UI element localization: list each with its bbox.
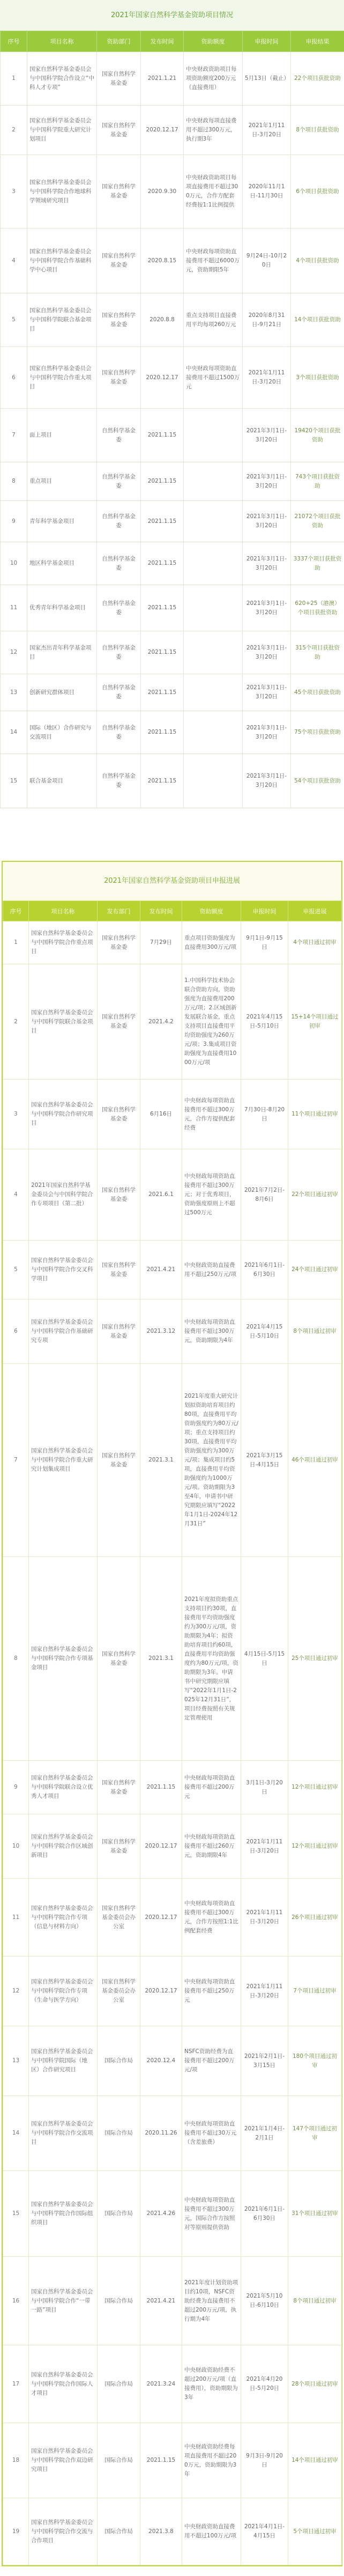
cell-project-name: 国家自然科学基金委员会与中国科学院合作双边研究项目 [29,2423,98,2498]
table-row [3,1241,342,1300]
cell-release-date: 2021.4.21 [140,1241,182,1300]
cell-department: 国家自然科学基金委 [98,964,140,1080]
cell-project-name: 青年科学基金项目 [27,501,97,542]
cell-funding-amount: 重点支持项目直接费用平均每项260万元 [184,293,243,347]
cell-application-period: 2021年3月1日-3月20日 [243,711,291,754]
table-row [1,347,344,409]
cell-index: 3 [1,155,27,228]
cell-department: 自然科学基金委 [97,674,141,711]
cell-index: 13 [1,674,27,711]
cell-department: 国家自然科学基金委 [97,52,141,106]
cell-application-period: 2021年4月15日-5月10日 [241,1300,288,1364]
cell-department: 自然科学基金委 [97,462,141,501]
cell-department: 国家自然科学基金委 [98,1557,140,1761]
cell-release-date: 2020.12.17 [141,347,184,409]
cell-status: 7个项目通过初审 [288,1957,342,2026]
cell-funding-amount: 中央财政每项资助直接费用不超过6000万元，资助期限5年 [184,228,243,293]
cell-application-period: 5月13日（截止） [243,52,291,106]
cell-department: 国家自然科学基金委 [97,106,141,155]
cell-funding-amount: 中央财政每项资助直接费用不超过260万元，资助期限4年 [182,1814,241,1879]
cell-index: 13 [3,2026,29,2096]
table-row [1,409,344,462]
cell-application-period: 2021年3月1日-3月20日 [243,674,291,711]
cell-funding-amount: 中央财政每项资助直接费用不超过300万元，国际合作方按照对等原则提供资助 [182,2171,241,2257]
cell-status: 54个项目获批资助 [291,754,344,808]
table-row [1,674,344,711]
cell-index: 1 [3,921,29,964]
cell-project-name: 国家自然科学基金委员会与中国科学院合作区域创新项目 [29,1814,98,1879]
cell-project-name: 创新研究群体项目 [27,674,97,711]
table-header-row [3,901,342,921]
table-row [1,754,344,808]
header-release-date: 发布时间 [141,31,184,52]
cell-department: 国家自然科学基金委员会办公室 [98,1957,140,2026]
cell-funding-amount: 重点项目资助强度为直接费用300万元/项 [182,921,241,964]
cell-status: 22个项目通过初审 [288,1149,342,1241]
cell-department: 国家自然科学基金委 [97,228,141,293]
cell-project-name: 国家自然科学基金委员会与中国科学院国际（地区）合作研究项目 [29,2026,98,2096]
table-row [3,2096,342,2171]
cell-project-name: 国家自然科学基金委员会与中国科学院合作重大研究计划集成项目 [29,1364,98,1557]
cell-application-period: 2021年5月10日-6月10日 [241,2257,288,2345]
cell-project-name: 国际（地区）合作研究与交流项目 [27,711,97,754]
cell-application-period: 2021年3月15日-4月15日 [241,1364,288,1557]
cell-project-name: 国家自然科学基金委员会与中国科学院合作基础研究专项 [29,1300,98,1364]
table-row [3,1364,342,1557]
cell-release-date: 2021.1.15 [140,1761,182,1814]
cell-department: 国家自然科学基金委 [97,347,141,409]
funded-projects-section [0,0,344,808]
cell-application-period: 2021年3月1日-3月20日 [243,409,291,462]
header-funding-amount: 资助额度 [184,31,243,52]
table-row [1,711,344,754]
cell-release-date: 2021.1.15 [141,674,184,711]
cell-status: 25个项目通过初审 [288,1557,342,1761]
cell-index: 14 [1,711,27,754]
table-row [1,462,344,501]
cell-funding-amount: 中央财政资助经费每项直接费用不超过200万元，资助期限为3年 [182,2423,241,2498]
cell-project-name: 国家自然科学基金委员会与中国科学院合作交流项目 [29,2096,98,2171]
table-row [1,52,344,106]
cell-status: 24个项目通过初审 [288,1241,342,1300]
table-row [3,964,342,1080]
cell-department: 国家自然科学基金委 [98,1300,140,1364]
cell-funding-amount [184,631,243,674]
cell-application-period: 2021年7月2日-8月6日 [241,1149,288,1241]
cell-status: 19420个项目获批资助 [291,409,344,462]
cell-release-date: 2021.4.2 [140,964,182,1080]
cell-application-period: 2021年1月4日-2月1日 [241,2096,288,2171]
cell-funding-amount: 2021年度重大研究计划拟资助培育项目约80项，直接费用平均资助强度约为80万元/项；重点支持项目约30项，直接费用平均资助强度约为300万元/项；集成项目约5项，直接费用平均资助强度约为1000万元/项。资助期限为3至4年，申请书中研究期限应填写“2022年1月1日-2024年12月31日” [182,1364,241,1557]
table-row [3,1080,342,1149]
cell-index: 6 [1,347,27,409]
header-project-name: 项目名称 [29,901,98,921]
cell-status: 3个项目获批资助 [291,347,344,409]
cell-status: 22个项目获批资助 [291,52,344,106]
table-row [1,155,344,228]
cell-release-date: 2021.4.21 [140,2257,182,2345]
cell-department: 自然科学基金委 [97,711,141,754]
table-row [3,2498,342,2565]
table-row [3,2423,342,2498]
header-release-date: 发布时间 [140,901,182,921]
cell-release-date: 2021.6.1 [140,1149,182,1241]
table-row [3,1149,342,1241]
cell-funding-amount: 中央财政每项资助直接费用不超过1500万元 [184,347,243,409]
cell-index: 12 [1,631,27,674]
cell-release-date: 2021.3.24 [140,2345,182,2423]
cell-application-period: 2021年3月1日-3月20日 [243,462,291,501]
cell-index: 7 [1,409,27,462]
cell-release-date: 6月16日 [140,1080,182,1149]
cell-index: 12 [3,1957,29,2026]
cell-application-period: 2021年6月1日-6月30日 [241,2171,288,2257]
cell-department: 国家自然科学基金委 [98,921,140,964]
cell-funding-amount: 2021年度计划资助项目约10项，NSFC资助经费为直接费用不超过200万元/项，执行期为4年 [182,2257,241,2345]
cell-department: 国际合作局 [98,2096,140,2171]
cell-funding-amount: 中央财政每项资助直接费用不超过200万元 [182,1761,241,1814]
cell-release-date: 2020.8.8 [141,293,184,347]
cell-application-period: 2021年2月1日-3月15日 [241,2026,288,2096]
cell-index: 4 [3,1149,29,1241]
cell-department: 国家自然科学基金委 [97,293,141,347]
cell-release-date: 2020.12.4 [140,2026,182,2096]
cell-release-date: 2021.1.15 [141,501,184,542]
cell-department: 国际合作局 [98,2423,140,2498]
cell-funding-amount: 中央财政资助直接费用不超过250万元/项 [182,1241,241,1300]
cell-project-name: 国家自然科学基金委员会与中国科学院合作交叉科学项目 [29,1241,98,1300]
cell-project-name: 国家自然科学基金委员会与中国科学院合作交流与合作项目 [29,2498,98,2565]
cell-department: 自然科学基金委 [97,754,141,808]
cell-status: 11个项目通过初审 [288,1080,342,1149]
cell-status: 6个项目获批资助 [291,155,344,228]
cell-release-date: 2021.1.15 [141,409,184,462]
cell-project-name: 国家自然科学基金委员会与中国科学院合作基础科学中心项目 [27,228,97,293]
cell-index: 11 [3,1879,29,1957]
cell-release-date: 7月29日 [140,921,182,964]
cell-index: 19 [3,2498,29,2565]
cell-department: 国际合作局 [98,2345,140,2423]
cell-status: 46个项目通过初审 [288,1364,342,1557]
cell-status: 147个项目通过初审 [288,2096,342,2171]
header-funding-amount: 资助额度 [182,901,241,921]
table-row [1,542,344,585]
cell-index: 1 [1,52,27,106]
cell-index: 7 [3,1364,29,1557]
cell-application-period: 2021年4月1日-4月15日 [241,2498,288,2565]
cell-application-period: 2021年4月15日-5月10日 [241,964,288,1080]
cell-funding-amount [184,462,243,501]
cell-release-date: 2020.8.15 [141,228,184,293]
cell-funding-amount: 中央财政资助经费不超过200万元/项（直接费用），资助期限为3年 [182,2345,241,2423]
cell-index: 4 [1,228,27,293]
cell-project-name: 国家自然科学基金委员会与中国科学院合作地球科学领域研究项目 [27,155,97,228]
table-row [3,2345,342,2423]
cell-funding-amount: 1.中国科学技术协会联合资助方向，资助强度为直接费用200万元/项；2.区域创新发展联合基金，重点支持项目直接费用平均资助强度为260万元/项；3.集成项目资助强度为直接费用1000万元/项 [182,964,241,1080]
cell-status: 3337个项目获批资助 [291,542,344,585]
table-row [1,631,344,674]
cell-status: 12个项目通过初审 [288,1814,342,1879]
cell-index: 11 [1,585,27,631]
cell-project-name: 国家自然科学基金委员会与中国科学院合作国际组织项目 [29,2171,98,2257]
cell-index: 6 [3,1300,29,1364]
cell-project-name: 国家自然科学基金委员会与中国科学院合作专项基金项目 [29,1557,98,1761]
header-application-period: 申报时间 [241,901,288,921]
cell-application-period: 2021年3月1日-3月20日 [243,501,291,542]
table-row [1,293,344,347]
cell-application-period: 9月1日-9月15日 [241,921,288,964]
cell-status: 8个项目通过初审 [288,1300,342,1364]
header-application-period: 申报时间 [243,31,291,52]
cell-department: 国家自然科学基金委 [98,1080,140,1149]
cell-funding-amount [184,754,243,808]
table-row [3,2026,342,2096]
application-progress-title: 2021年国家自然科学基金资助项目申报进展 [3,862,341,901]
cell-funding-amount [184,711,243,754]
cell-index: 3 [3,1080,29,1149]
table-header-row [1,31,344,52]
cell-application-period: 3月1日-3月20日 [241,1761,288,1814]
header-department: 资助部门 [97,31,141,52]
cell-index: 15 [3,2171,29,2257]
cell-funding-amount: 中央财政每项资助直接费用不超过300万元，合作方提供配套经费 [182,1080,241,1149]
cell-release-date: 2021.1.21 [141,52,184,106]
header-status: 申报进展 [288,901,342,921]
cell-release-date: 2020.12.17 [140,1957,182,2026]
cell-project-name: 国家自然科学基金委员会与中国科学院合作国际人才项目 [29,2345,98,2423]
application-progress-section [2,861,342,2566]
cell-project-name: 国家自然科学基金委员会与中国科学院合作“一带一路”项目 [29,2257,98,2345]
cell-index: 2 [3,964,29,1080]
application-progress-table [3,901,342,2565]
cell-project-name: 国家自然科学基金委员会与中国科学院合作研究项目 [29,1080,98,1149]
cell-status: 12个项目通过初审 [288,1761,342,1814]
cell-status: 21072个项目获批资助 [291,501,344,542]
cell-funding-amount [184,409,243,462]
cell-funding-amount: 中央财政资助项目每项直接费用不超过300万元，合作方配套经费按1:1比例提供 [184,155,243,228]
cell-project-name: 面上项目 [27,409,97,462]
cell-department: 国家自然科学基金委员会办公室 [98,1879,140,1957]
cell-index: 8 [1,462,27,501]
cell-status: 620+25（港澳）个项目获批资助 [291,585,344,631]
cell-department: 国家自然科学基金委 [97,155,141,228]
cell-release-date: 2020.9.30 [141,155,184,228]
cell-release-date: 2020.12.17 [140,1814,182,1879]
cell-funding-amount [184,542,243,585]
cell-department: 国家自然科学基金委 [98,1814,140,1879]
funded-projects-title: 2021年国家自然科学基金资助项目情况 [0,0,344,31]
table-row [3,1957,342,2026]
cell-funding-amount: 中央财政每项直接费用不超过300万元，执行期3年 [184,106,243,155]
cell-status: 31个项目通过初审 [288,2171,342,2257]
cell-project-name: 重点项目 [27,462,97,501]
cell-index: 2 [1,106,27,155]
cell-department: 自然科学基金委 [97,501,141,542]
funded-projects-table [0,31,344,808]
cell-project-name: 国家自然科学基金委员会与中国科学院合作专项（信息与材料方向） [29,1879,98,1957]
cell-department: 国家自然科学基金委 [98,1761,140,1814]
cell-application-period: 2021年1月11日-3月20日 [241,1957,288,2026]
table-row [3,2257,342,2345]
cell-department: 自然科学基金委 [97,542,141,585]
cell-application-period: 4月15日-5月15日 [241,1557,288,1761]
cell-department: 自然科学基金委 [97,585,141,631]
cell-application-period: 2021年1月11日-3月20日 [241,1879,288,1957]
cell-status: 14个项目通过初审 [288,2423,342,2498]
cell-application-period: 2021年1月11日-3月20日 [243,106,291,155]
cell-release-date: 2021.3.1 [140,1364,182,1557]
cell-funding-amount: 中央财政每项资助直接费用不超过300万元；对于优秀项目，资助强度原则上不超过500万元 [182,1149,241,1241]
cell-project-name: 联合基金项目 [27,754,97,808]
table-row [1,228,344,293]
table-row [1,106,344,155]
cell-funding-amount [184,674,243,711]
cell-status: 8个项目获批资助 [291,106,344,155]
cell-status: 45个项目获批资助 [291,674,344,711]
cell-release-date: 2021.1.15 [141,462,184,501]
cell-status: 14个项目获批资助 [291,293,344,347]
cell-index: 17 [3,2345,29,2423]
cell-funding-amount: 中央财政每项资助直接费用不超过250万元 [182,1957,241,2026]
cell-department: 国际合作局 [98,2171,140,2257]
cell-release-date: 2021.1.15 [141,585,184,631]
cell-index: 14 [3,2096,29,2171]
cell-status: 5个项目通过初审 [288,2498,342,2565]
cell-application-period: 9月3日-9月20日 [241,2423,288,2498]
cell-department: 国际合作局 [98,2257,140,2345]
cell-application-period: 2021年3月1日-3月20日 [243,585,291,631]
cell-project-name: 国家自然科学基金委员会与中国科学院合作专项（生命与医学方向） [29,1957,98,2026]
cell-funding-amount: 中央财政每项资助直接费用不超过30万元（含差旅费） [182,2096,241,2171]
cell-application-period: 2021年3月1日-3月20日 [243,542,291,585]
cell-project-name: 地区科学基金项目 [27,542,97,585]
cell-release-date: 2020.12.17 [140,1879,182,1957]
cell-status: 8个项目通过初审 [288,2257,342,2345]
table-row [3,1814,342,1879]
header-index: 序号 [1,31,27,52]
table-row [3,1761,342,1814]
header-status: 申报结果 [291,31,344,52]
table-row [3,2171,342,2257]
cell-status: 315个项目获批资助 [291,631,344,674]
cell-index: 15 [1,754,27,808]
cell-project-name: 优秀青年科学基金项目 [27,585,97,631]
cell-status: 4个项目获批资助 [291,228,344,293]
cell-funding-amount: 中央财政资助直接费用不超过100万元/项 [182,2498,241,2565]
cell-release-date: 2021.1.15 [141,754,184,808]
cell-application-period: 2021年4月20日-5月20日 [241,2345,288,2423]
cell-status: 4个项目通过初审 [288,921,342,964]
cell-index: 18 [3,2423,29,2498]
cell-department: 国家自然科学基金委 [98,1241,140,1300]
cell-project-name: 国家自然科学基金委员会与中国科学院合作重大项目 [27,347,97,409]
table-row [3,1300,342,1364]
cell-application-period: 7月30日-8月20日 [241,1080,288,1149]
cell-funding-amount: 2021年度拟资助重点支持项目约30项，直接费用平均资助强度约为300万元/项，资助期限为4年；拟资助培育项目约60项，直接费用平均资助强度约为80万元/项，资助期限为3年。申请书中研究期限应填写“2022年1月1日-2025年12月31日”，项目经费按照有关规定管理使用 [182,1557,241,1761]
cell-index: 5 [1,293,27,347]
cell-release-date: 2021.1.15 [141,542,184,585]
cell-status: 26个项目通过初审 [288,1879,342,1957]
cell-status: 743个项目获批资助 [291,462,344,501]
cell-application-period: 2021年3月1日-3月20日 [243,754,291,808]
header-project-name: 项目名称 [27,31,97,52]
cell-project-name: 国家自然科学基金委员会与中国科学院联合设立优秀人才项目 [29,1761,98,1814]
table-row [3,1557,342,1761]
cell-department: 国际合作局 [98,2026,140,2096]
header-index: 序号 [3,901,29,921]
cell-release-date: 2021.4.26 [140,2171,182,2257]
cell-project-name: 国家自然科学基金委员会与中国科学院合作重点项目 [29,921,98,964]
table-row [3,1879,342,1957]
cell-release-date: 2021.3.8 [140,2498,182,2565]
cell-department: 国家自然科学基金委 [98,1364,140,1557]
cell-release-date: 2021.3.12 [140,1300,182,1364]
cell-funding-amount: 中央财政每项资助直接费用不超过300万元，合作方按照1:1比例配套经费 [182,1879,241,1957]
cell-index: 5 [3,1241,29,1300]
cell-index: 9 [3,1761,29,1814]
cell-index: 16 [3,2257,29,2345]
cell-department: 自然科学基金委 [97,409,141,462]
cell-funding-amount: 中央财政资助项目每项资助额度200万元（直接费用） [184,52,243,106]
table-row [1,501,344,542]
cell-status: 75个项目获批资助 [291,711,344,754]
cell-funding-amount [184,585,243,631]
cell-release-date: 2020.12.17 [141,106,184,155]
header-department: 发布部门 [98,901,140,921]
cell-status: 15+14个项目通过初审 [288,964,342,1080]
cell-department: 国际合作局 [98,2498,140,2565]
cell-application-period: 2020年11月1日-11月30日 [243,155,291,228]
cell-index: 8 [3,1557,29,1761]
cell-project-name: 国家自然科学基金委员会与中国科学院联合基金项目 [29,964,98,1080]
cell-release-date: 2021.1.15 [140,2423,182,2498]
cell-funding-amount [184,501,243,542]
cell-application-period: 2021年1月11日-3月20日 [243,347,291,409]
cell-release-date: 2021.3.1 [140,1557,182,1761]
cell-application-period: 2021年1月11日-3月20日 [241,1814,288,1879]
cell-release-date: 2020.11.26 [140,2096,182,2171]
cell-release-date: 2021.1.15 [141,631,184,674]
cell-index: 10 [1,542,27,585]
cell-funding-amount: NSFC资助经费为直接费用不超过200万元/项 [182,2026,241,2096]
cell-department: 国家自然科学基金委 [98,1149,140,1241]
cell-project-name: 2021年国家自然科学基金委员会与中国科学院合作专项项目（第二批） [29,1149,98,1241]
cell-status: 180个项目通过初审 [288,2026,342,2096]
table-row [3,921,342,964]
cell-release-date: 2021.1.15 [141,711,184,754]
cell-index: 10 [3,1814,29,1879]
cell-project-name: 国家自然科学基金委员会与中国科学院合作设立“中科人才专项” [27,52,97,106]
cell-project-name: 国家杰出青年科学基金项目 [27,631,97,674]
table-row [1,585,344,631]
cell-department: 自然科学基金委 [97,631,141,674]
cell-application-period: 9月24日-10月20日 [243,228,291,293]
cell-project-name: 国家自然科学基金委员会与中国科学院重大研究计划项目 [27,106,97,155]
cell-funding-amount: 中央财政每项资助直接费用不超过300万元，资助期限为4年 [182,1300,241,1364]
cell-application-period: 2021年6月1日-6月30日 [241,1241,288,1300]
cell-application-period: 2021年3月1日-3月20日 [243,631,291,674]
cell-status: 28个项目通过初审 [288,2345,342,2423]
cell-project-name: 国家自然科学基金委员会与中国科学院联合基金项目 [27,293,97,347]
cell-index: 9 [1,501,27,542]
cell-application-period: 2020年8月31日-9月21日 [243,293,291,347]
